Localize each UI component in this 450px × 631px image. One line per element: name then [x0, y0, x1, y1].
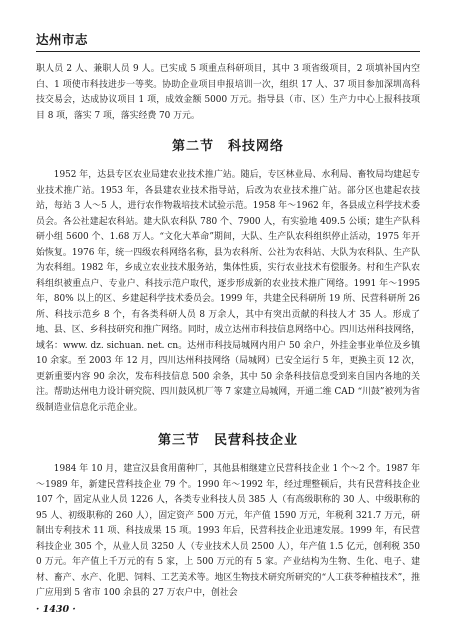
section-paragraph: 1984 年 10 月，建宣汉县食用菌种厂，其他县相继建立民营科技企业 1 个～2 个。1987 年～1989 年，新建民营科技企业 79 个。1990 年～1992 年，经过理整顿后，共有民营科技企业 107 个，固定从业人员 1226 人，各类专业科技人员 385 人（有高级职称的 30 人、中级职称的 95 人、初级职称的 260 人），固定资产 500 万元，年产值 1590 万元，年税利 321.7 万元，研制出专利技术 11 项、科技成果 15 项。1993 年后，民营科技企业迅速发展。1999 年，有民营科技企业 305 个，从业人员 3250 人（专业技术人员 2500 人），年产值 1.5 亿元，创利税 3500 万元。年产值上千万元的有 5 家，上 500 万元的有 5 家。产业结构为生物、生化、电子、建材、畜产、水产、化肥、饲料、工艺美术等。地区生物技术研究所研究的“人工获苓种植技术”，推广应用到 5 省市 100 余县的 27 万农户中，创社会 — [36, 464, 420, 598]
section-heading-2 — [36, 132, 420, 162]
section-number: 第三节 — [157, 433, 200, 448]
section-number: 第二节 — [171, 139, 214, 154]
header-rule — [36, 51, 420, 52]
section-heading-3 — [36, 426, 420, 456]
page-header — [36, 22, 420, 50]
header-title: 达州市志 — [36, 32, 89, 47]
intro-paragraph: 职人员 2 人、兼职人员 9 人。已实成 5 项重点科研项目，其中 3 项省级项目，2 项填补国内空白、1 项使市科技进步一等奖。协助企业项目申报培训一次，组织 17 人、37 项目参加深圳高科技交易会，达成协议项目 1 项，成效金额 5000 万元。指导县（市、区）生产力中心上报科技项目 8 项，落实 7 项，落实经费 70 万元。 — [36, 64, 420, 121]
section-title: 科技网络 — [228, 139, 285, 154]
page-number: · 1430 · — [36, 604, 76, 615]
page-body — [36, 62, 420, 602]
section-title: 民营科技企业 — [214, 433, 299, 448]
section-paragraph: 1952 年，达县专区农业局建农业技术推广站。随后，专区林业局、水利局、畜牧局均建起专业技术推广站。1953 年，各县建农业技术指导站，后改为农业技术推广站。部分区也建起农技站，每站 3 人～5 人，进行农作物栽培技术试验示范。1958 年～1962 年，各县成立科学技术委员会。各公社建起农科站。建大队农科队 780 个、7900 人，有实验地 409.5 公顷；建生产队科研小组 5600 个、1.68 万人。“文化大革命”期间，大队、生产队农科组织停止活动，1975 年开始恢复。1976 年，统一四级农科网络名称，县为农科所、公社为农科站、大队为农科队、生产队为农科组。1982 年，乡成立农业技术服务站，集体性质，实行农业技术有偿服务。村和生产队农科组织被重点户、专业户、科技示范户取代，逐步形成新的农业技术推广网络。1991 年～1995 年，80% 以上的区、乡建起科学技术委员会。1999 年，共建全民科研所 19 所、民营科研所 26 所、科技示范乡 8 个，有各类科研人员 8 万余人，其中有突出贡献的科技人才 35 人。形成了地、县、区、乡科技研究和推广网络。同时，成立达州市科技信息网络中心。四川达州科技网络，域名：www. dz. sichuan. net. cn。达州市科技局城网内用户 50 余户，外挂金事业单位及乡镇 10 余家。至 2003 年 12 月，四川达州科技网络（局城网）已安全运行 5 年，更换主页 12 次，更新重要内容 90 余次，发布科技信息 500 余条，其中 50 余条科技信息受到来自国内各地的关注。帮助达州电力设计研究院、四川鼓风机厂等 7 家建立局城网，开通二维 CAD “川鼓”被列为省级制造业信息化示范企业。 — [36, 170, 420, 413]
